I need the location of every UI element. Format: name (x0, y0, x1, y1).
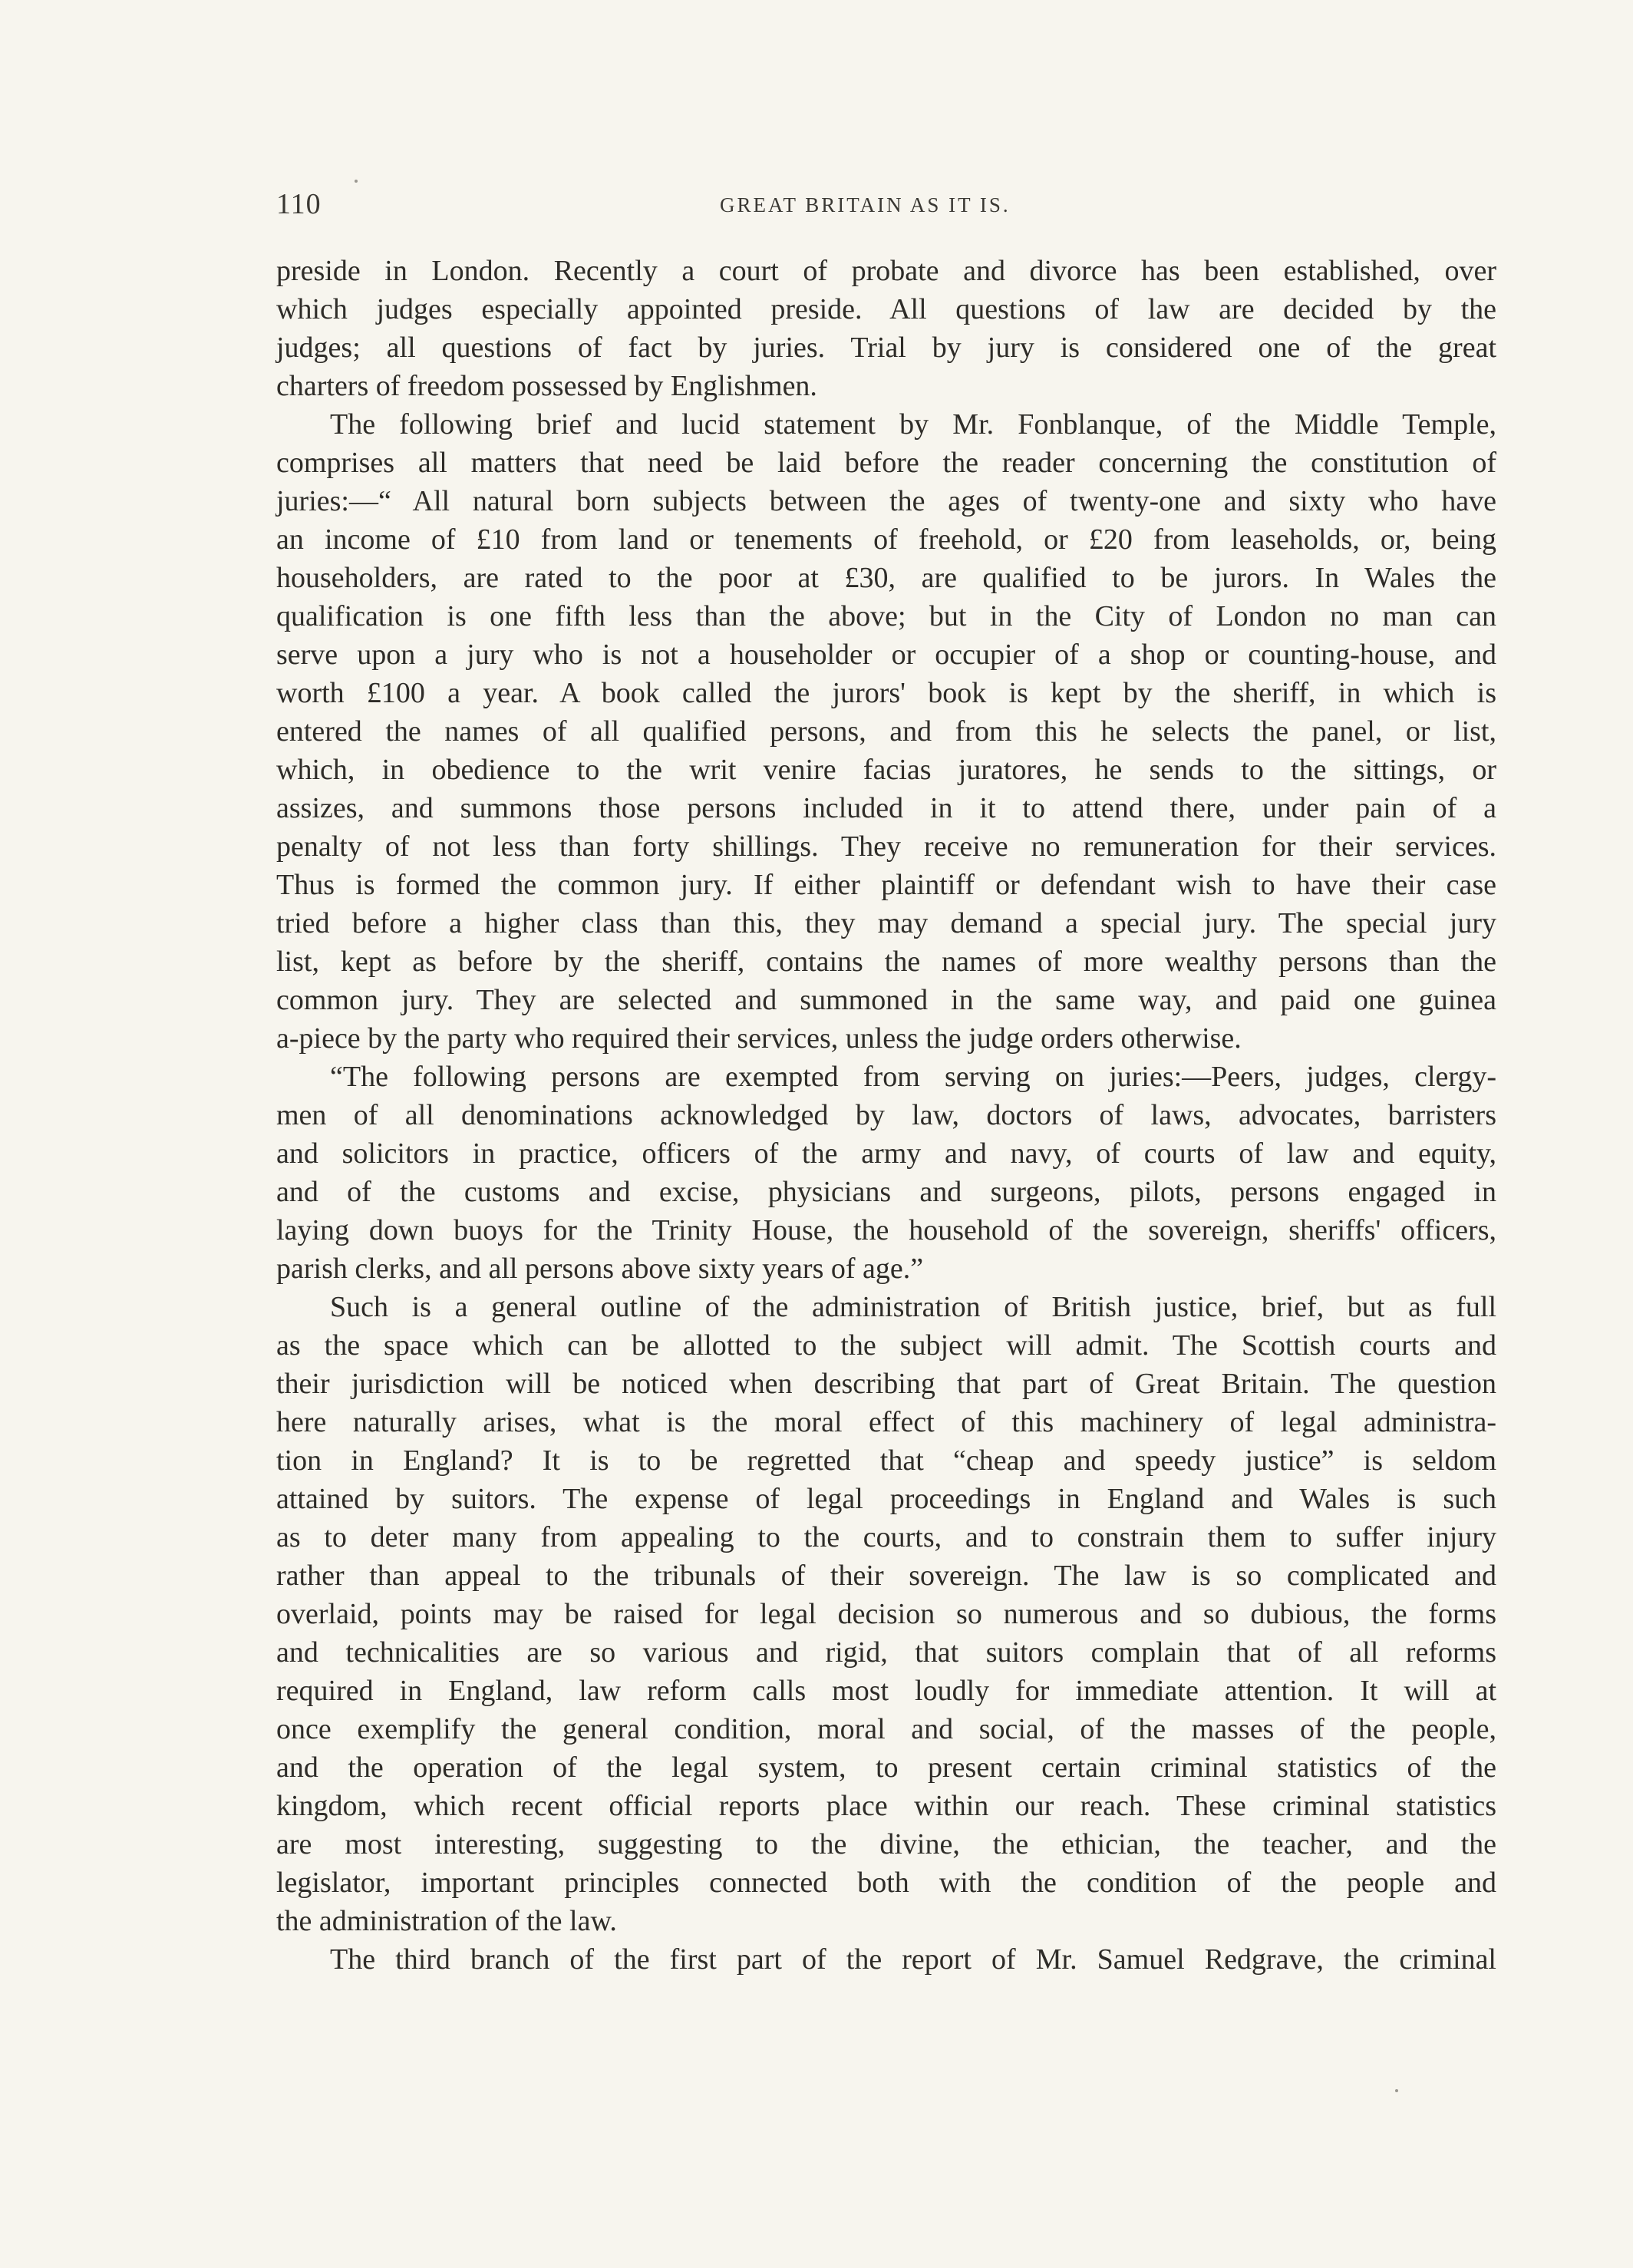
text-line: as to deter many from appealing to the courts, and to constrain them to suffer injury (276, 1521, 1496, 1553)
text-line: attained by suitors. The expense of legal proceedings in England and Wales is such (276, 1483, 1496, 1515)
text-line: The third branch of the first part of the report of Mr. Samuel Redgrave, the criminal (330, 1943, 1496, 1976)
text-line: men of all denominations acknowledged by law, doctors of laws, advocates, barristers (276, 1099, 1496, 1131)
text-line: as the space which can be allotted to the subject will admit. The Scottish courts and (276, 1329, 1496, 1362)
text-line: a-piece by the party who required their services, unless the judge orders otherwise. (276, 1022, 1242, 1055)
text-line: worth £100 a year. A book called the jurors' book is kept by the sheriff, in which is (276, 677, 1496, 709)
text-line: rather than appeal to the tribunals of their sovereign. The law is so complicated and (276, 1560, 1496, 1592)
text-line: “The following persons are exempted from serving on juries:—Peers, judges, clergy- (330, 1061, 1496, 1093)
page-header (276, 187, 1496, 226)
text-line: and the operation of the legal system, to present certain criminal statistics of the (276, 1751, 1496, 1784)
text-line: charters of freedom possessed by Englishmen. (276, 370, 817, 402)
text-line: qualification is one fifth less than the above; but in the City of London no man can (276, 600, 1496, 632)
text-line: required in England, law reform calls most loudly for immediate attention. It will at (276, 1675, 1496, 1707)
text-line: once exemplify the general condition, moral and social, of the masses of the people, (276, 1713, 1496, 1745)
text-line: Thus is formed the common jury. If either plaintiff or defendant wish to have their case (276, 869, 1496, 901)
text-line: overlaid, points may be raised for legal decision so numerous and so dubious, the forms (276, 1598, 1496, 1630)
text-line: and technicalities are so various and rigid, that suitors complain that of all reforms (276, 1636, 1496, 1669)
text-line: penalty of not less than forty shillings. They receive no remuneration for their services. (276, 830, 1496, 863)
text-line: entered the names of all qualified persons, and from this he selects the panel, or list, (276, 715, 1496, 748)
text-line: comprises all matters that need be laid before the reader concerning the constitution of (276, 447, 1496, 479)
text-line: juries:—“ All natural born subjects between the ages of twenty-one and sixty who have (276, 485, 1496, 517)
text-line: list, kept as before by the sheriff, contains the names of more wealthy persons than the (276, 946, 1496, 978)
text-line: and solicitors in practice, officers of the army and navy, of courts of law and equity, (276, 1137, 1496, 1170)
text-line: judges; all questions of fact by juries. Trial by jury is considered one of the great (276, 332, 1496, 364)
text-line: the administration of the law. (276, 1905, 617, 1937)
text-line: householders, are rated to the poor at £30, are qualified to be jurors. In Wales the (276, 562, 1496, 594)
text-line: their jurisdiction will be noticed when describing that part of Great Britain. The question (276, 1368, 1496, 1400)
text-line: an income of £10 from land or tenements of freehold, or £20 from leaseholds, or, being (276, 523, 1496, 556)
paper-speck (355, 180, 358, 183)
text-line: The following brief and lucid statement by Mr. Fonblanque, of the Middle Temple, (330, 408, 1496, 441)
text-line: parish clerks, and all persons above sixty years of age.” (276, 1253, 924, 1285)
text-line: tion in England? It is to be regretted that “cheap and speedy justice” is seldom (276, 1444, 1496, 1477)
text-line: tried before a higher class than this, they may demand a special jury. The special jury (276, 907, 1496, 939)
text-line: which judges especially appointed preside. All questions of law are decided by the (276, 293, 1496, 325)
text-line: here naturally arises, what is the moral effect of this machinery of legal administra- (276, 1406, 1496, 1438)
text-line: are most interesting, suggesting to the divine, the ethician, the teacher, and the (276, 1828, 1496, 1860)
text-line: legislator, important principles connected both with the condition of the people and (276, 1867, 1496, 1899)
text-line: Such is a general outline of the administration of British justice, brief, but as full (330, 1291, 1496, 1323)
text-line: common jury. They are selected and summoned in the same way, and paid one guinea (276, 984, 1496, 1016)
text-line: and of the customs and excise, physicians and surgeons, pilots, persons engaged in (276, 1176, 1496, 1208)
text-line: preside in London. Recently a court of probate and divorce has been established, over (276, 255, 1496, 287)
text-line: laying down buoys for the Trinity House, the household of the sovereign, sheriffs' officers, (276, 1214, 1496, 1246)
text-line: serve upon a jury who is not a householder or occupier of a shop or counting-house, and (276, 639, 1496, 671)
body-text (276, 252, 1496, 1979)
paper-speck (1395, 2089, 1398, 2092)
page-number: 110 (276, 188, 322, 220)
text-line: kingdom, which recent official reports place within our reach. These criminal statistics (276, 1790, 1496, 1822)
running-title: GREAT BRITAIN AS IT IS. (720, 193, 1011, 216)
text-line: assizes, and summons those persons included in it to attend there, under pain of a (276, 792, 1496, 824)
text-line: which, in obedience to the writ venire facias juratores, he sends to the sittings, or (276, 754, 1496, 786)
